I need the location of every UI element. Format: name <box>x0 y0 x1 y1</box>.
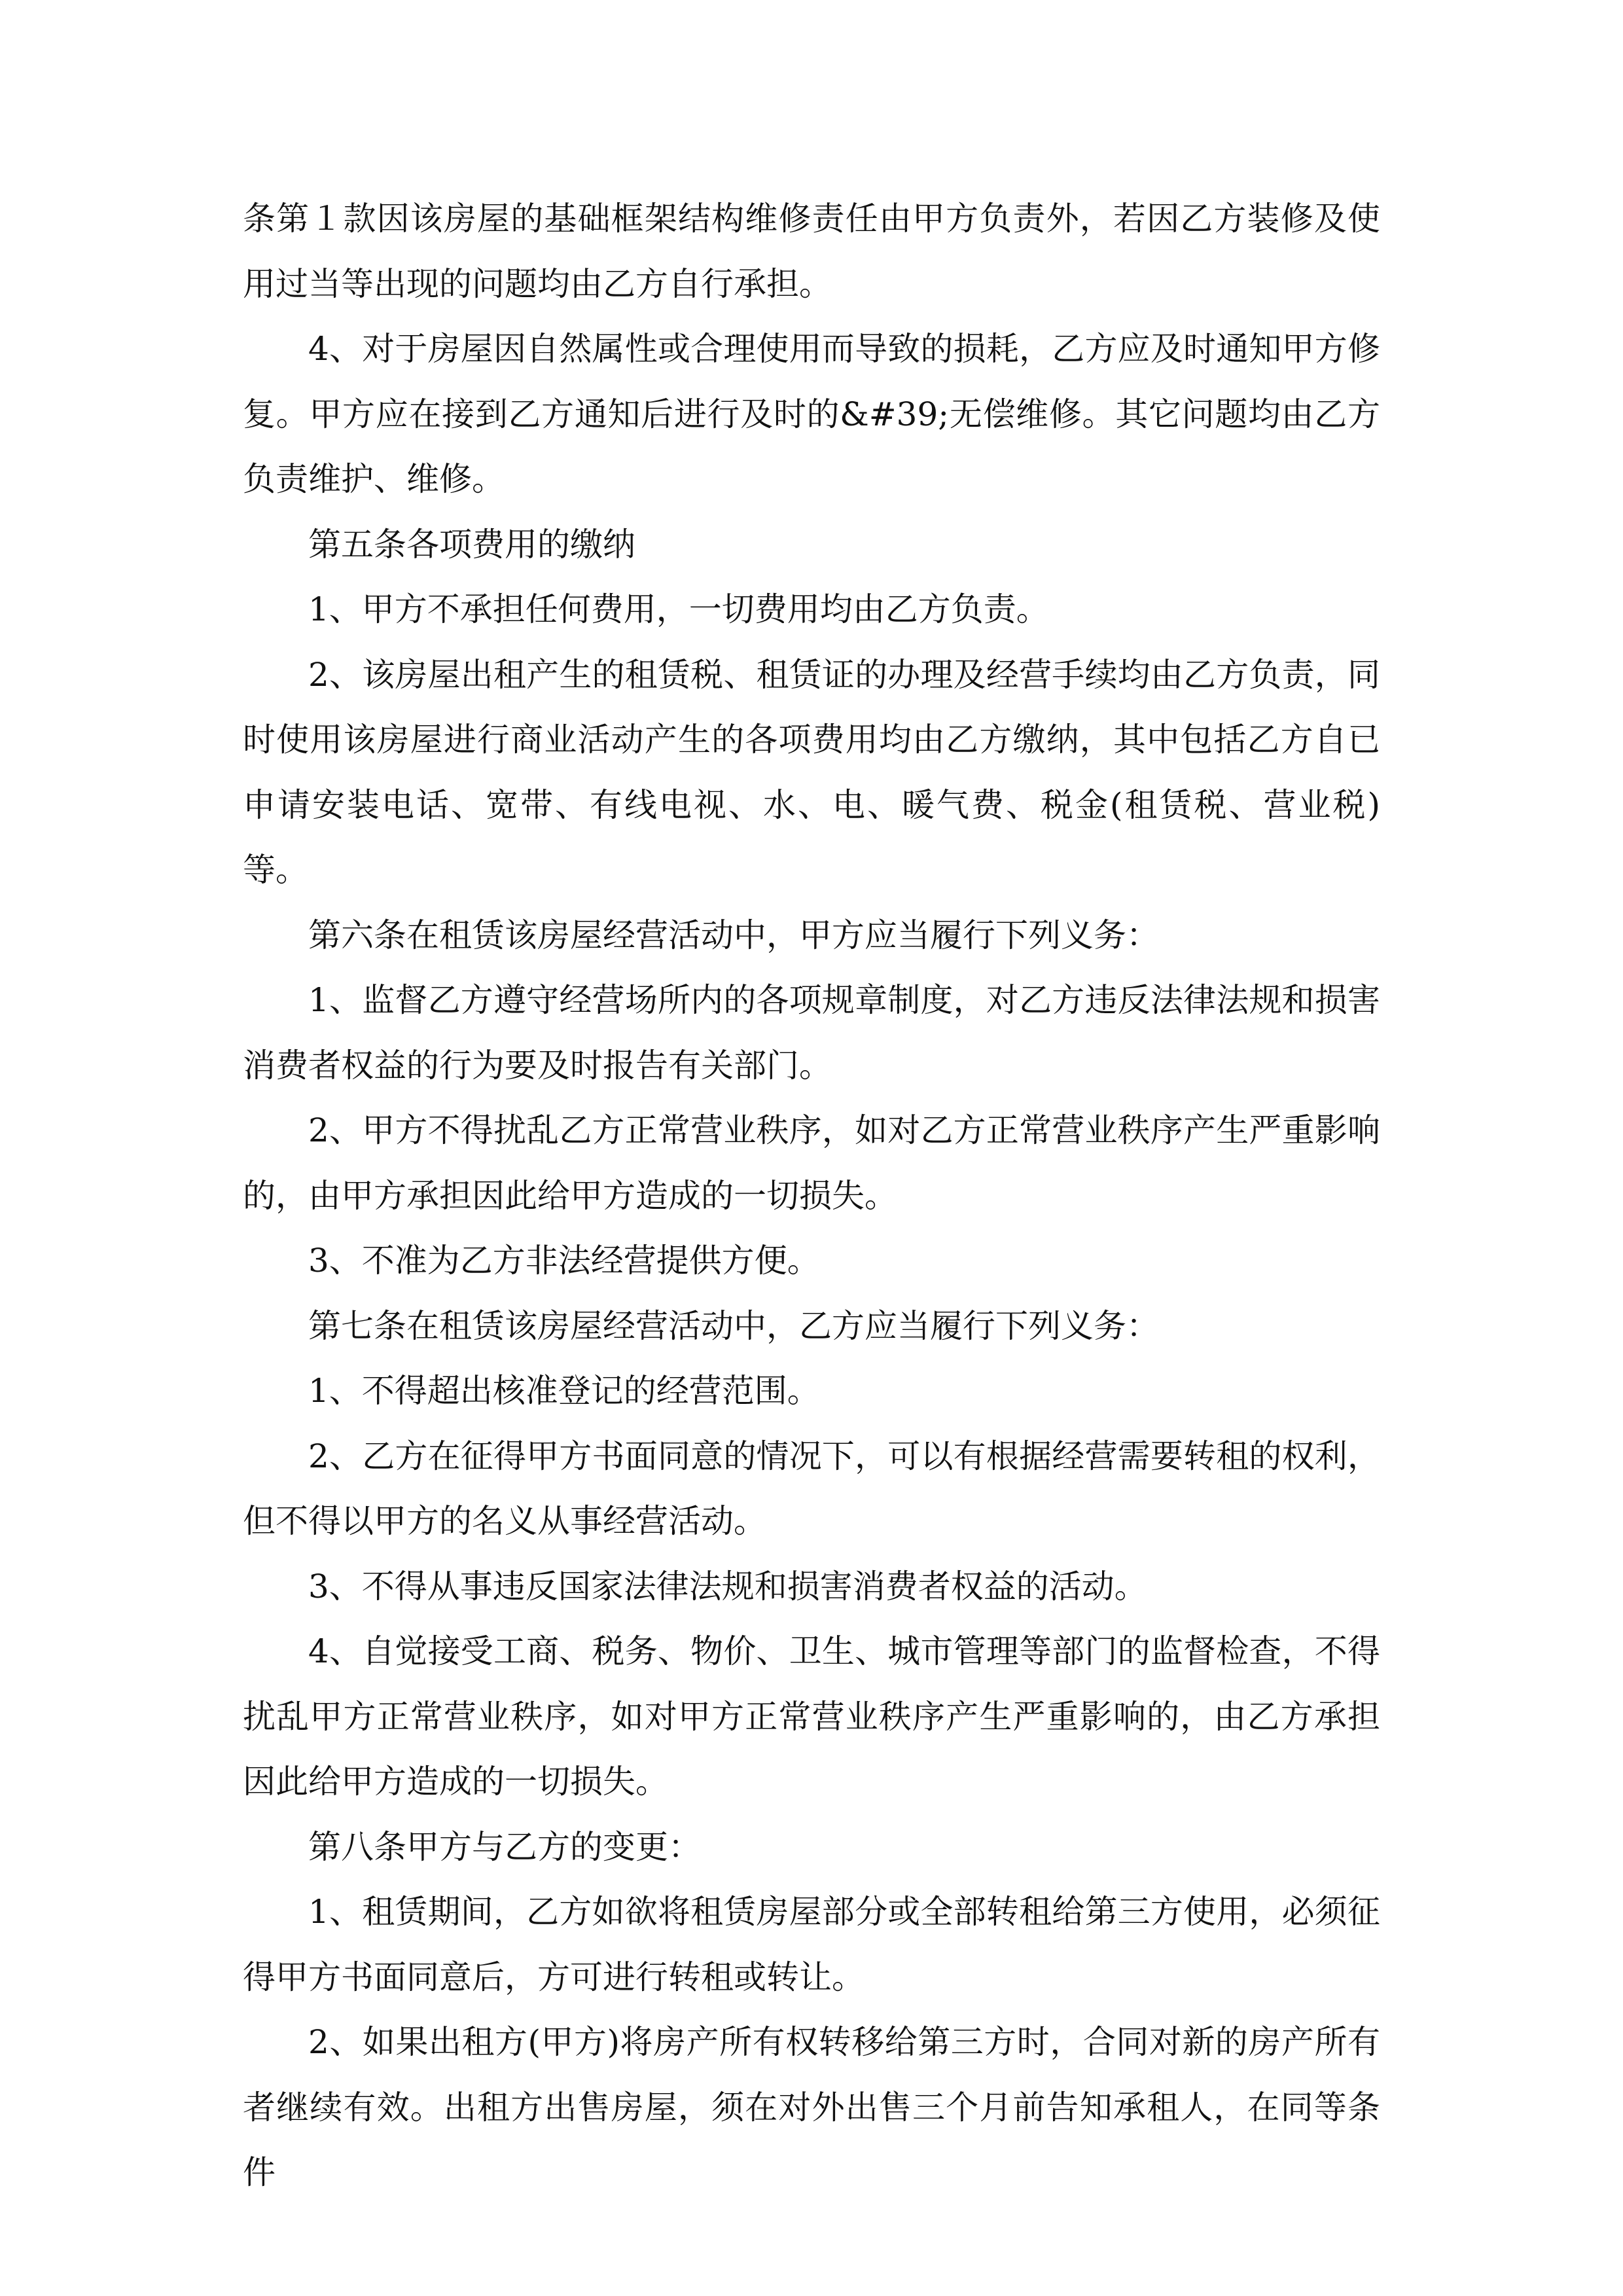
contract-body <box>243 187 1380 2206</box>
paragraph-article-7-item-1: 1、不得超出核准登记的经营范围。 <box>308 1372 820 1410</box>
paragraph-clause-4-repair: 4、对于房屋因自然属性或合理使用而导致的损耗，乙方应及时通知甲方修复。甲方应在接到乙方通知后进行及时的&#39;无偿维修。其它问题均由乙方负责维护、维修。 <box>243 330 1380 498</box>
heading-article-8: 第八条甲方与乙方的变更： <box>308 1827 701 1866</box>
paragraph-article-7-item-4: 4、自觉接受工商、税务、物价、卫生、城市管理等部门的监督检查，不得扰乱甲方正常营业秩序，如对甲方正常营业秩序产生严重影响的，由乙方承担因此给甲方造成的一切损失。 <box>243 1632 1380 1801</box>
paragraph-article-5-item-1: 1、甲方不承担任何费用，一切费用均由乙方负责。 <box>308 590 1049 628</box>
paragraph-article-6-item-3: 3、不准为乙方非法经营提供方便。 <box>308 1242 820 1280</box>
paragraph-article-8-item-1: 1、租赁期间，乙方如欲将租赁房屋部分或全部转租给第三方使用，必须征得甲方书面同意后，方可进行转租或转让。 <box>243 1893 1380 1996</box>
paragraph-article-7-item-2: 2、乙方在征得甲方书面同意的情况下，可以有根据经营需要转租的权利，但不得以甲方的名义从事经营活动。 <box>243 1437 1380 1540</box>
paragraph-continuation: 条第１款因该房屋的基础框架结构维修责任由甲方负责外，若因乙方装修及使用过当等出现的问题均由乙方自行承担。 <box>243 200 1380 303</box>
paragraph-article-8-item-2: 2、如果出租方(甲方)将房产所有权转移给第三方时，合同对新的房产所有者继续有效。出租方出售房屋，须在对外出售三个月前告知承租人，在同等条件 <box>243 2023 1380 2191</box>
paragraph-article-5-item-2: 2、该房屋出租产生的租赁税、租赁证的办理及经营手续均由乙方负责，同时使用该房屋进行商业活动产生的各项费用均由乙方缴纳，其中包括乙方自已申请安装电话、宽带、有线电视、水、电、暖气费、税金(租赁税、营业税)等。 <box>243 655 1380 889</box>
paragraph-article-7-item-3: 3、不得从事违反国家法律法规和损害消费者权益的活动。 <box>308 1567 1147 1605</box>
heading-article-6: 第六条在租赁该房屋经营活动中，甲方应当履行下列义务： <box>308 916 1159 954</box>
paragraph-article-6-item-1: 1、监督乙方遵守经营场所内的各项规章制度，对乙方违反法律法规和损害消费者权益的行为要及时报告有关部门。 <box>243 981 1380 1085</box>
heading-article-7: 第七条在租赁该房屋经营活动中，乙方应当履行下列义务： <box>308 1306 1159 1345</box>
heading-article-5: 第五条各项费用的缴纳 <box>308 525 635 564</box>
paragraph-article-6-item-2: 2、甲方不得扰乱乙方正常营业秩序，如对乙方正常营业秩序产生严重影响的，由甲方承担因此给甲方造成的一切损失。 <box>243 1111 1380 1215</box>
